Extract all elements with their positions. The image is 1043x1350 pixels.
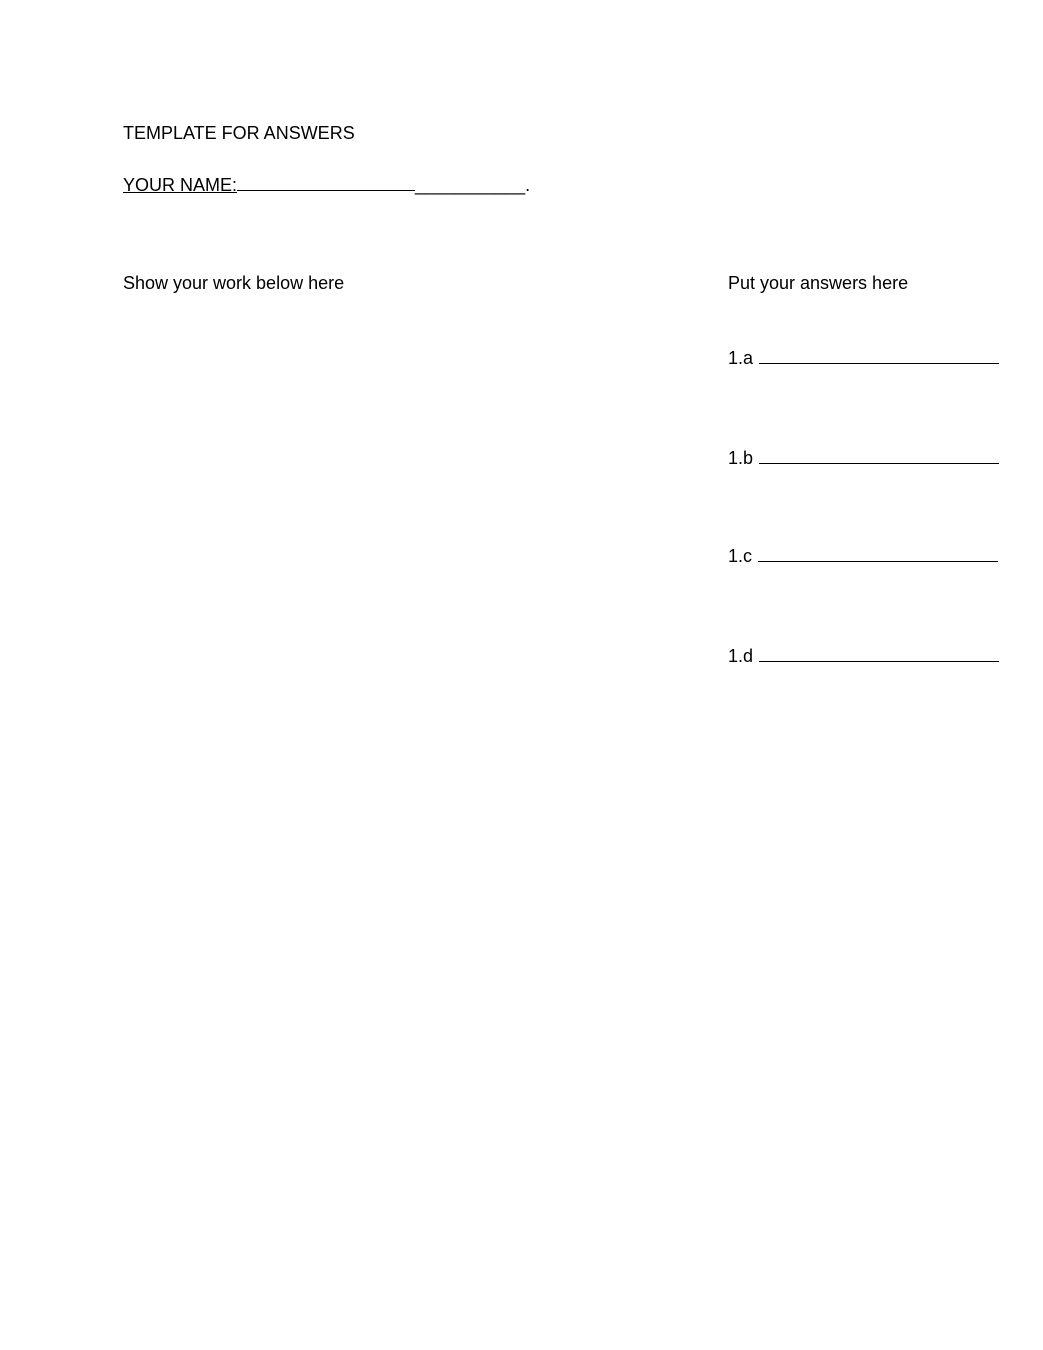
answer-label: 1.c	[728, 546, 753, 566]
answer-label: 1.d	[728, 646, 754, 666]
name-label: YOUR NAME:	[123, 175, 238, 195]
answer-blank-line[interactable]	[759, 448, 999, 464]
answer-row	[728, 646, 999, 665]
answer-row	[728, 448, 999, 467]
answer-blank-line[interactable]	[759, 646, 999, 662]
answer-label: 1.b	[728, 448, 754, 468]
answer-row	[728, 348, 999, 367]
page-title: TEMPLATE FOR ANSWERS	[123, 123, 355, 143]
name-underscores: ___________	[415, 175, 526, 195]
work-section-heading: Show your work below here	[123, 273, 345, 293]
answer-blank-line[interactable]	[759, 348, 999, 364]
name-field-row	[123, 174, 530, 194]
answer-label: 1.a	[728, 348, 754, 368]
name-blank-line[interactable]	[237, 174, 415, 191]
answer-row	[728, 546, 998, 565]
answers-section-heading: Put your answers here	[728, 273, 909, 293]
answer-blank-line[interactable]	[758, 546, 998, 562]
name-period: .	[525, 175, 531, 195]
